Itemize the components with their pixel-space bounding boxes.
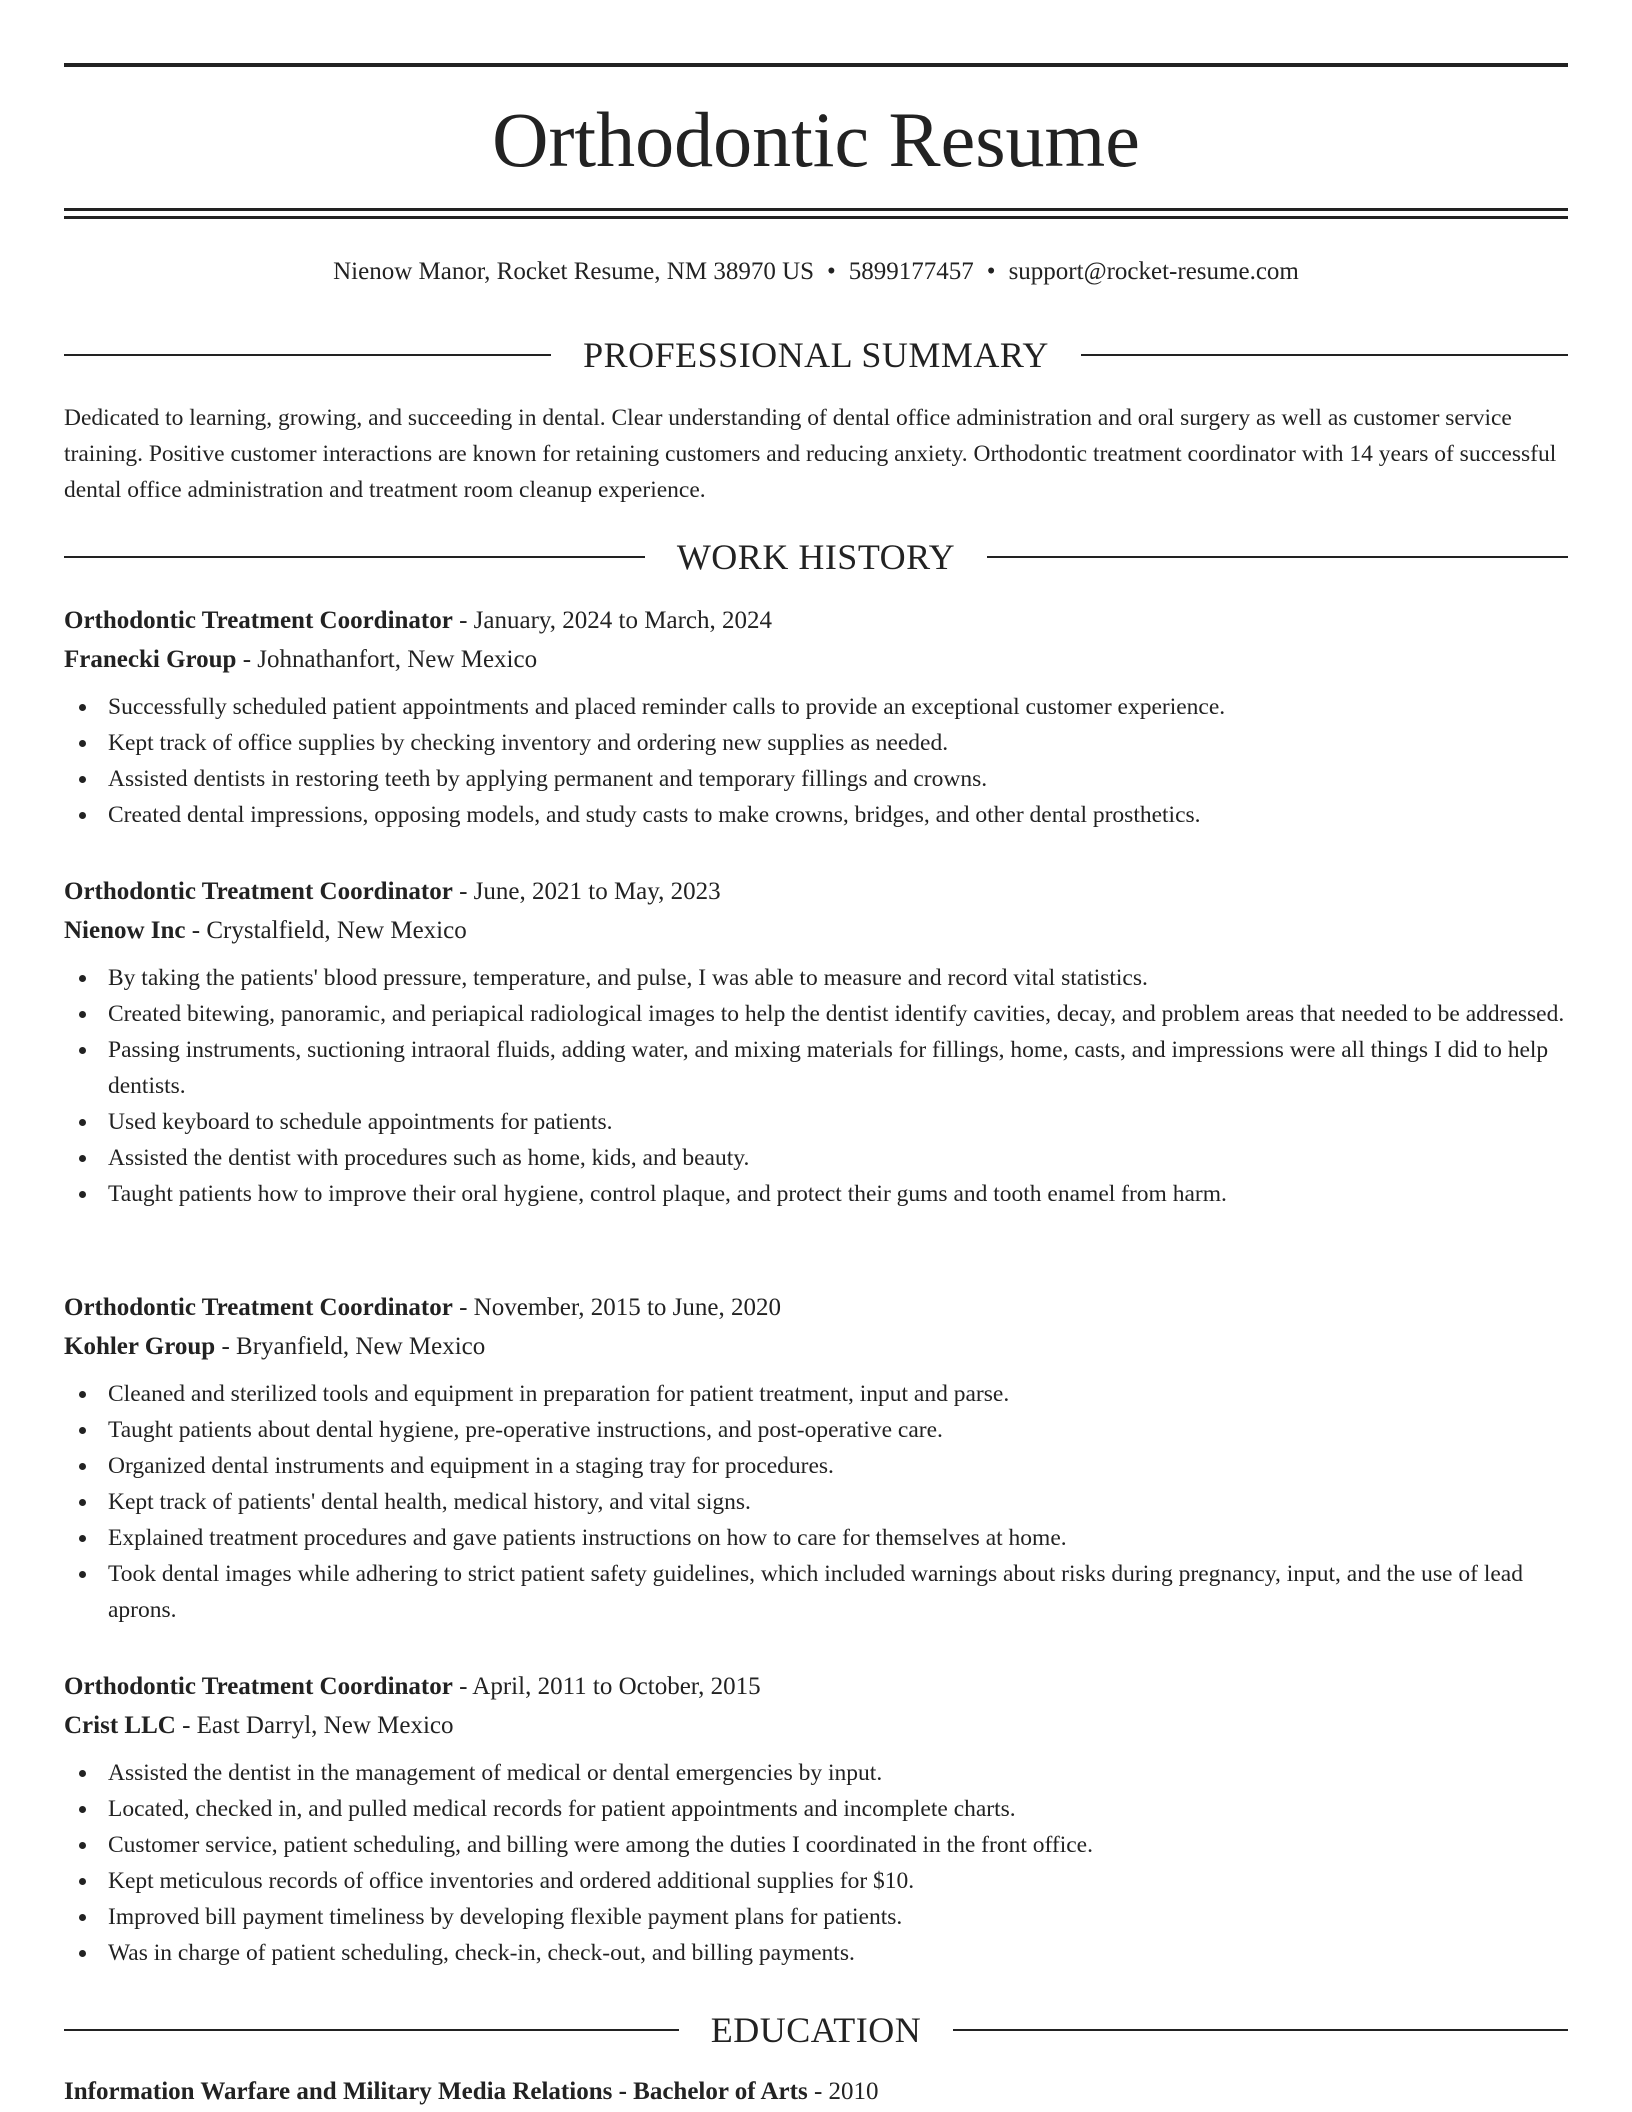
bullet-item: Assisted the dentist in the management of medical or dental emergencies by input. <box>64 1755 1568 1791</box>
contact-address: Nienow Manor, Rocket Resume, NM 38970 US <box>333 258 815 285</box>
job-company: Nienow Inc <box>64 917 186 944</box>
job-location: - Crystalfield, New Mexico <box>185 917 467 944</box>
bullet-item: Cleaned and sterilized tools and equipment in preparation for patient treatment, input and parse. <box>64 1376 1568 1412</box>
bullet-item: Assisted dentists in restoring teeth by applying permanent and temporary fillings and crowns. <box>64 761 1568 797</box>
heading-rule-right <box>987 556 1568 558</box>
bullet-item: Taught patients about dental hygiene, pre-operative instructions, and post-operative care. <box>64 1412 1568 1448</box>
bullet-item: Was in charge of patient scheduling, check-in, check-out, and billing payments. <box>64 1935 1568 1971</box>
bullet-item: Explained treatment procedures and gave patients instructions on how to care for themselves at home. <box>64 1520 1568 1556</box>
education-year: - 2010 <box>807 2078 879 2105</box>
bullet-item: Created bitewing, panoramic, and periapical radiological images to help the dentist identify cavities, decay, and problem areas that needed to be addressed. <box>64 996 1568 1032</box>
section-heading-work-history <box>64 535 1568 579</box>
contact-line <box>64 254 1568 290</box>
job-bullets <box>64 960 1568 1212</box>
job-title: Orthodontic Treatment Coordinator <box>64 1294 453 1321</box>
bullet-item: Assisted the dentist with procedures such as home, kids, and beauty. <box>64 1140 1568 1176</box>
job-location: - East Darryl, New Mexico <box>175 1712 454 1739</box>
job-dates: - November, 2015 to June, 2020 <box>452 1294 781 1321</box>
bullet-item: Kept track of office supplies by checking inventory and ordering new supplies as needed. <box>64 725 1568 761</box>
heading-rule-left <box>64 354 551 356</box>
bullet-item: Passing instruments, suctioning intraoral fluids, adding water, and mixing materials for fillings, home, casts, and impressions were all things I did to help dentists. <box>64 1032 1568 1104</box>
section-heading-education <box>64 2008 1568 2052</box>
job-company: Crist LLC <box>64 1712 176 1739</box>
title-double-rule-lower <box>64 216 1568 219</box>
bullet-item: Created dental impressions, opposing models, and study casts to make crowns, bridges, and other dental prosthetics. <box>64 797 1568 833</box>
contact-phone: 5899177457 <box>848 258 974 285</box>
heading-rule-left <box>64 2029 679 2031</box>
job-dates: - January, 2024 to March, 2024 <box>452 607 772 634</box>
section-title: EDUCATION <box>710 2010 922 2050</box>
job-dates: - April, 2011 to October, 2015 <box>452 1673 761 1700</box>
job-title-line <box>64 872 1568 911</box>
job-company-line <box>64 640 1568 679</box>
bullet-item: Organized dental instruments and equipment in a staging tray for procedures. <box>64 1448 1568 1484</box>
job-entry <box>64 872 1568 1212</box>
job-title-line <box>64 1288 1568 1327</box>
bullet-item: Improved bill payment timeliness by developing flexible payment plans for patients. <box>64 1899 1568 1935</box>
job-bullets <box>64 689 1568 833</box>
bullet-item: Customer service, patient scheduling, and billing were among the duties I coordinated in the front office. <box>64 1827 1568 1863</box>
heading-rule-left <box>64 556 645 558</box>
bullet-item: Kept track of patients' dental health, medical history, and vital signs. <box>64 1484 1568 1520</box>
job-entry <box>64 601 1568 833</box>
section-title: WORK HISTORY <box>676 537 956 577</box>
job-location: - Johnathanfort, New Mexico <box>236 646 538 673</box>
heading-rule-right <box>1081 354 1568 356</box>
job-title: Orthodontic Treatment Coordinator <box>64 607 453 634</box>
education-entry <box>64 2074 1568 2110</box>
job-entry <box>64 1667 1568 1971</box>
bullet-item: Located, checked in, and pulled medical records for patient appointments and incomplete charts. <box>64 1791 1568 1827</box>
job-company: Kohler Group <box>64 1333 216 1360</box>
bullet-item: Took dental images while adhering to strict patient safety guidelines, which included warnings about risks during pregnancy, input, and the use of lead aprons. <box>64 1556 1568 1628</box>
top-rule <box>64 63 1568 67</box>
bullet-item: By taking the patients' blood pressure, temperature, and pulse, I was able to measure and record vital statistics. <box>64 960 1568 996</box>
job-company: Franecki Group <box>64 646 237 673</box>
heading-rule-right <box>953 2029 1568 2031</box>
job-company-line <box>64 911 1568 950</box>
section-title: PROFESSIONAL SUMMARY <box>583 335 1049 375</box>
job-company-line <box>64 1706 1568 1745</box>
contact-separator: • <box>986 258 996 285</box>
section-heading-summary <box>64 333 1568 377</box>
bullet-item: Successfully scheduled patient appointments and placed reminder calls to provide an exceptional customer experience. <box>64 689 1568 725</box>
bullet-item: Used keyboard to schedule appointments for patients. <box>64 1104 1568 1140</box>
education-degree: Information Warfare and Military Media Relations - Bachelor of Arts <box>64 2078 808 2105</box>
contact-separator: • <box>827 258 836 285</box>
job-bullets <box>64 1755 1568 1971</box>
title-double-rule-upper <box>64 208 1568 211</box>
contact-email: support@rocket-resume.com <box>1008 258 1299 285</box>
summary-text: Dedicated to learning, growing, and succeeding in dental. Clear understanding of dental office administration and oral surgery as well as customer service training. Positive customer interactions are known for retaining customers and reducing anxiety. Orthodontic treatment coordinator with 14 years of successful dental office administration and treatment room cleanup experience. <box>64 405 1557 503</box>
job-title: Orthodontic Treatment Coordinator <box>64 878 453 905</box>
bullet-item: Taught patients how to improve their oral hygiene, control plaque, and protect their gums and tooth enamel from harm. <box>64 1176 1568 1212</box>
job-title: Orthodontic Treatment Coordinator <box>64 1673 453 1700</box>
job-entry <box>64 1288 1568 1628</box>
job-title-line <box>64 601 1568 640</box>
job-company-line <box>64 1327 1568 1366</box>
job-title-line <box>64 1667 1568 1706</box>
job-dates: - June, 2021 to May, 2023 <box>452 878 721 905</box>
job-location: - Bryanfield, New Mexico <box>215 1333 486 1360</box>
job-bullets <box>64 1376 1568 1628</box>
bullet-item: Kept meticulous records of office inventories and ordered additional supplies for $10. <box>64 1863 1568 1899</box>
page-title: Orthodontic Resume <box>492 96 1140 183</box>
